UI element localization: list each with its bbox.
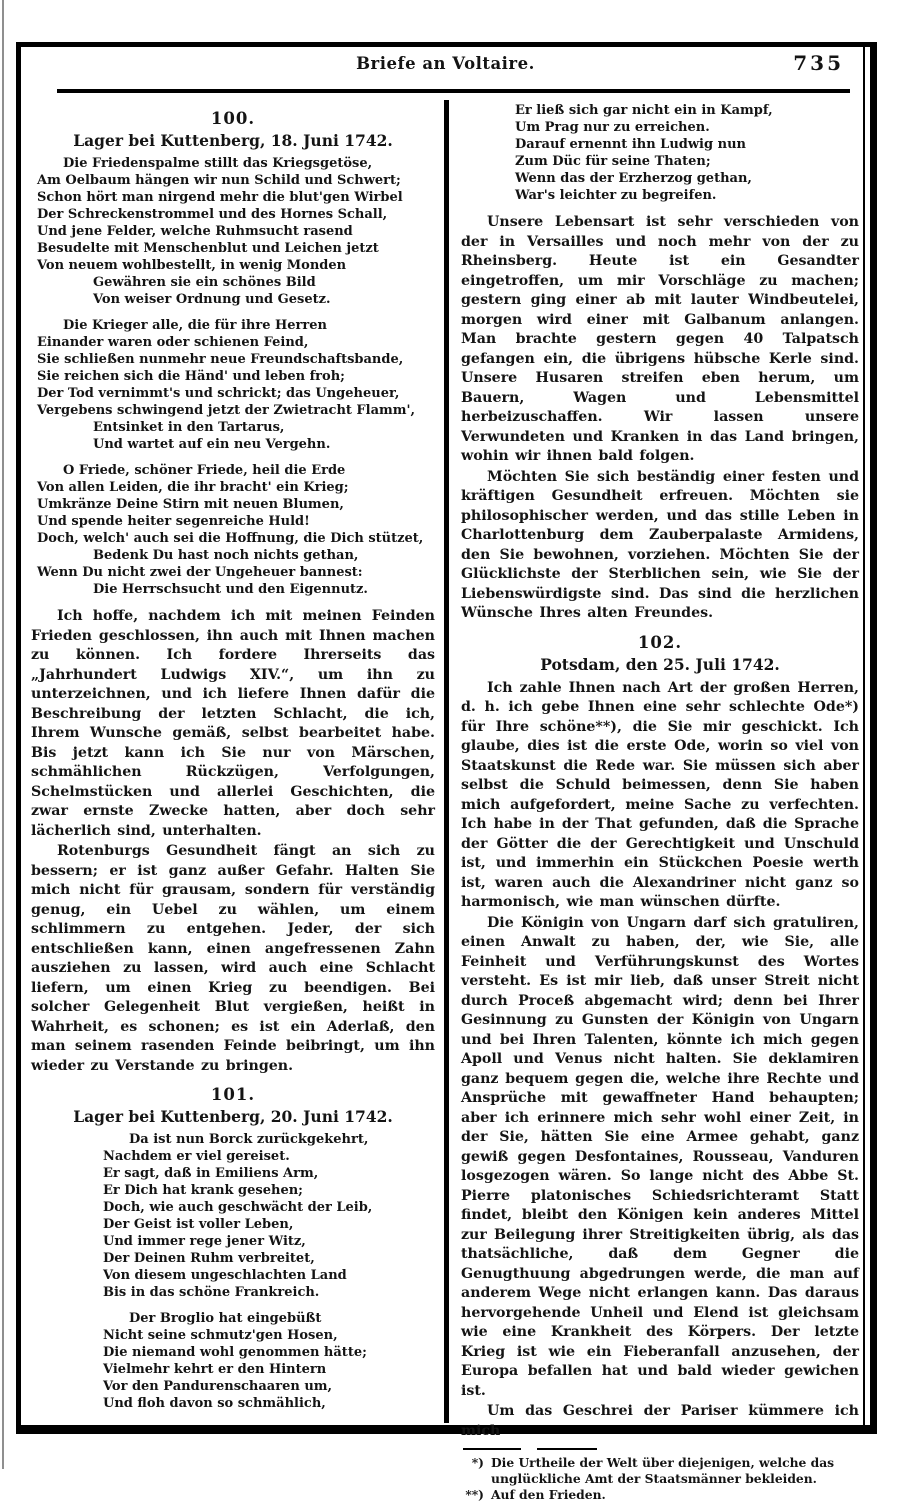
poem-line: Der Schreckenstrommel und des Hornes Schall, [37, 207, 388, 222]
poem-line: Wenn das der Erzherzog gethan, [515, 171, 752, 186]
letter-100-prose [31, 607, 435, 1076]
poem-stanza [37, 462, 435, 598]
poem-line: Er sagt, daß in Emiliens Arm, [103, 1166, 319, 1181]
footnotes [461, 1455, 859, 1503]
poem-line: War's leichter zu begreifen. [515, 188, 717, 203]
poem-stanza [37, 155, 435, 308]
poem-line: Bis in das schöne Frankreich. [103, 1285, 320, 1300]
poem-line: Von diesem ungeschlachten Land [103, 1268, 347, 1283]
paragraph: Um das Geschrei der Pariser kümmere ich mich [461, 1403, 859, 1439]
poem-line: Die Krieger alle, die für ihre Herren [63, 318, 327, 333]
letter-101-poem-continuation [515, 102, 859, 204]
letter-100-poem [37, 155, 435, 598]
footnote-2-marker: **) [465, 1487, 484, 1502]
letter-100 [31, 109, 435, 1076]
poem-line: Einander waren oder schienen Feind, [37, 335, 309, 350]
paragraph: Rotenburgs Gesundheit fängt an sich zu bessern; er ist ganz außer Gefahr. Halten Sie mich nicht für grausam, sondern für verständig genug, ein Uebel zu wählen, um einem schlimmern zu entgehen. Jeder, der sich entschließen kann, einen angefressenen Zahn ausziehen zu lassen, wird auch eine Schlacht liefern, um einen Krieg zu beendigen. Bei solcher Gelegenheit Blut vergießen, heißt in Wahrheit, es schonen; es ist ein Aderlaß, den man seinem rasenden Feinde beibringt, um ihn wieder zu Verstande zu bringen. [31, 843, 435, 1074]
paragraph: Ich hoffe, nachdem ich mit meinen Feinden Frieden geschlossen, ihn auch mit Ihnen machen zu können. Ich fordere Ihrerseits das „Jahrhundert Ludwigs XIV.“, um ihn zu unterzeichnen, und ich liefere Ihnen dafür die Beschreibung der letzten Schlacht, die ich, Ihrem Wunsche gemäß, selbst bearbeitet habe. Bis jetzt kann ich Sie nur von Märschen, schmählichen Rückzügen, Verfolgungen, Schelmstücken und allerlei Geschichten, die zwar ernste Zwecke hatten, aber doch sehr lächerlich sind, unterhalten. [31, 608, 435, 839]
poem-line: Da ist nun Borck zurückgekehrt, [129, 1132, 369, 1147]
poem-line: Um Prag nur zu erreichen. [515, 120, 710, 135]
poem-line: Vergebens schwingend jetzt der Zwietracht Flamm', [37, 403, 416, 418]
poem-line: Er Dich hat krank gesehen; [103, 1183, 303, 1198]
poem-stanza [37, 317, 435, 453]
footnote-1-text: Die Urtheile der Welt über diejenigen, welche das unglückliche Amt der Staatsmänner bekleiden. [491, 1455, 835, 1486]
footnote-2-text: Auf den Frieden. [491, 1487, 606, 1502]
poem-line: Darauf ernennt ihn Ludwig nun [515, 137, 746, 152]
footnote-1-marker: *) [471, 1455, 484, 1470]
paragraph: Ich zahle Ihnen nach Art der großen Herren, d. h. ich gebe Ihnen eine sehr schlechte Ode*) für Ihre schöne**), die Sie mir geschickt. Ich glaube, dies ist die erste Ode, worin so viel von Staatskunst die Rede war. Sie müssen sich aber selbst die Schuld beimessen, denn Sie haben mich aufgefordert, meine Sache zu verfechten. Ich habe in der That gefunden, daß die Sprache der Götter die der Gerechtigkeit und Unschuld ist, und immerhin ein Stückchen Poesie werth ist, waren auch die Alexandriner nicht ganz so harmonisch, wie man wünschen dürfte. [461, 679, 859, 910]
letter-101-dateline: Lager bei Kuttenberg, 20. Juni 1742. [73, 1107, 393, 1126]
poem-line: Und jene Felder, welche Ruhmsucht rasend [37, 224, 353, 239]
poem-stanza [103, 1131, 435, 1301]
letter-101 [31, 1085, 435, 1412]
poem-line: Am Oelbaum hängen wir nun Schild und Schwert; [37, 173, 401, 188]
poem-line: Er ließ sich gar nicht ein in Kampf, [515, 103, 773, 118]
poem-line: Doch, wie auch geschwächt der Leib, [103, 1200, 373, 1215]
poem-line: Der Broglio hat eingebüßt [129, 1311, 322, 1326]
poem-line: Nachdem er viel gereiset. [103, 1149, 290, 1164]
letter-102-dateline: Potsdam, den 25. Juli 1742. [540, 654, 780, 674]
paragraph: Die Königin von Ungarn darf sich gratuliren, einen Anwalt zu haben, der, wie Sie, alle Feinheit und Verführungskunst des Wortes versteht. Es ist mir lieb, daß unser Streit nicht durch Proceß abgemacht wird; denn bei Ihrer Gesinnung zu Gunsten der Königin von Ungarn und bei Ihren Talenten, könnte ich mich gegen Apoll und Venus nicht halten. Sie deklamiren ganz bequem gegen die, welche ihre Rechte und Ansprüche mit gewaffneter Hand behaupten; aber ich erinnere mich sehr wohl einer Zeit, in der Sie, hätten Sie eine Armee gehabt, ganz gewiß gegen Desfontaines, Rousseau, Vanduren losgezogen wären. So lange nicht des Abbe St. Pierre platonisches Schiedsrichteramt Statt findet, bleibt den Königen kein anderes Mittel zur Beilegung ihrer Streitigkeiten übrig, als das thatsächliche, daß dem Gegner die Genugthuung abgedrungen werde, die man auf anderem Wege nicht erlangen kann. Das daraus hervorgehende Unheil und Elend ist gleichsam wie eine Krankheit des Körpers. Der letzte Krieg ist wie ein Fieberanfall anzusehen, der Europa befallen hat und bald wieder gewichen ist. [461, 914, 859, 1399]
letter-102-prose [461, 679, 859, 1442]
paragraph: Möchten Sie sich beständig einer festen und kräftigen Gesundheit erfreuen. Möchten sie philosophischer werden, und das stille Leben in Charlottenburg dem Zauberpalaste Armidens, den Sie bewohnen, vorziehen. Möchten Sie der Glücklichste der Sterblichen sein, wie Sie der Liebenswürdigste sind. Das sind die herzlichen Wünsche Ihres alten Freundes. [461, 468, 859, 621]
poem-line: Entsinket in den Tartarus, [93, 420, 285, 435]
running-title: Briefe an Voltaire. [356, 54, 535, 73]
poem-line: Vor den Pandurenschaaren um, [103, 1379, 333, 1394]
poem-line: Von allen Leiden, die ihr bracht' ein Krieg; [37, 480, 349, 495]
letter-100-dateline: Lager bei Kuttenberg, 18. Juni 1742. [73, 131, 393, 150]
left-column [31, 100, 435, 1423]
poem-line: Und wartet auf ein neu Vergehn. [93, 437, 331, 452]
poem-line: Von neuem wohlbestellt, in wenig Monden [37, 258, 347, 273]
poem-line: Von weiser Ordnung und Gesetz. [93, 292, 331, 307]
poem-line: Sie schließen nunmehr neue Freundschaftsbande, [37, 352, 404, 367]
letter-102 [461, 633, 859, 1442]
poem-stanza [515, 102, 859, 204]
poem-line: Umkränze Deine Stirn mit neuen Blumen, [37, 497, 344, 512]
poem-line: Die Herrschsucht und den Eigennutz. [93, 582, 368, 597]
letter-101-number: 101. [210, 1085, 256, 1104]
poem-line: Und immer rege jener Witz, [103, 1234, 306, 1249]
two-column-body [21, 100, 870, 1502]
poem-line: O Friede, schöner Friede, heil die Erde [63, 463, 346, 478]
poem-line: Doch, welch' auch sei die Hoffnung, die Dich stützet, [37, 531, 424, 546]
page-number: 735 [793, 51, 844, 75]
poem-line: Der Geist ist voller Leben, [103, 1217, 294, 1232]
footnote-2 [461, 1487, 859, 1503]
poem-line: Nicht seine schmutz'gen Hosen, [103, 1328, 338, 1343]
poem-stanza [103, 1310, 435, 1412]
footnote-separator [463, 1448, 859, 1450]
poem-line: Vielmehr kehrt er den Hintern [103, 1362, 327, 1377]
footnote-1 [461, 1455, 859, 1487]
poem-line: Schon hört man nirgend mehr die blut'gen Wirbel [37, 190, 403, 205]
poem-line: Bedenk Du hast noch nichts gethan, [93, 548, 359, 563]
poem-line: Sie reichen sich die Händ' und leben froh; [37, 369, 345, 384]
column-divider [444, 100, 449, 1423]
poem-line: Wenn Du nicht zwei der Ungeheuer bannest: [37, 565, 363, 580]
header-rule [57, 89, 850, 93]
poem-line: Gewähren sie ein schönes Bild [93, 275, 316, 290]
page-frame [16, 42, 877, 1502]
letter-101-poem [103, 1131, 435, 1412]
page-header [21, 47, 870, 86]
poem-line: Besudelte mit Menschenblut und Leichen jetzt [37, 241, 379, 256]
poem-line: Und spende heiter segenreiche Huld! [37, 514, 310, 529]
letter-100-number: 100. [210, 109, 256, 128]
letter-101-prose [461, 213, 859, 624]
letter-102-number: 102. [637, 632, 683, 652]
poem-line: Und floh davon so schmählich, [103, 1396, 326, 1411]
poem-line: Die niemand wohl genommen hätte; [103, 1345, 367, 1360]
scan-edge-artifact [2, 0, 4, 1469]
paragraph: Unsere Lebensart ist sehr verschieden von der in Versailles und noch mehr von der zu Rheinsberg. Heute ist ein Gesandter eingetroffen, um mir Vorschläge zu machen; gestern ging einer ab mit lauter Windbeutelei, morgen wird einer mit Galbanum anlangen. Man brachte gestern gegen 40 Talpatsch gefangen ein, die übrigens hübsche Kerle sind. Unsere Husaren streifen eben herum, um Bauern, Wagen und Lebensmittel herbeizuschaffen. Wir lassen unsere Verwundeten und Kranken in das Land bringen, wohin wir ihnen bald folgen. [461, 214, 859, 464]
poem-line: Die Friedenspalme stillt das Kriegsgetöse, [63, 156, 373, 171]
poem-line: Zum Düc für seine Thaten; [515, 154, 711, 169]
poem-line: Der Deinen Ruhm verbreitet, [103, 1251, 315, 1266]
poem-line: Der Tod vernimmt's und schrickt; das Ungeheuer, [37, 386, 400, 401]
right-column [461, 100, 859, 1502]
